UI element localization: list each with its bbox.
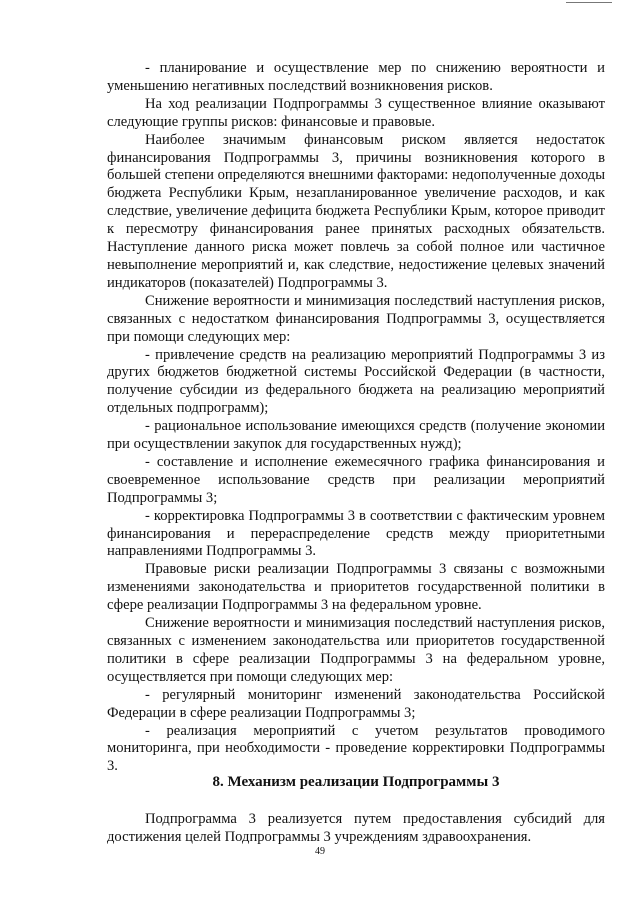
- section-text: [107, 811, 605, 847]
- body-text: [107, 60, 605, 776]
- paragraph: - корректировка Подпрограммы 3 в соответствии с фактическим уровнем финансирования и перераспределение средств между приоритетными направлениями Подпрограммы 3.: [107, 507, 605, 560]
- paragraph: - составление и исполнение ежемесячного графика финансирования и своевременное использование средств при реализации мероприятий Подпрограммы 3;: [107, 453, 605, 506]
- paragraph: Снижение вероятности и минимизация последствий наступления рисков, связанных с недостатком финансирования Подпрограммы 3, осуществляется при помощи следующих мер:: [107, 292, 605, 345]
- paragraph: Снижение вероятности и минимизация последствий наступления рисков, связанных с изменением законодательства или приоритетов государственной политики в сфере реализации Подпрограммы 3 на федеральном уровне, осуществляется при помощи следующих мер:: [107, 615, 605, 685]
- paragraph: На ход реализации Подпрограммы 3 существенное влияние оказывают следующие группы рисков: финансовые и правовые.: [107, 95, 605, 130]
- paragraph: Наиболее значимым финансовым риском является недостаток финансирования Подпрограммы 3, причины возникновения которого в большей степени определяются внешними факторами: недополученные доходы бюджета Республики Крым, незапланированное увеличение расходов, и как следствие, увеличение дефицита бюджета Республики Крым, которое приводит к пересмотру финансирования ранее принятых расходных обязательств. Наступление данного риска может повлечь за собой полное или частичное невыполнение мероприятий и, как следствие, недостижение целевых значений индикаторов (показателей) Подпрограммы 3.: [107, 131, 605, 291]
- scan-edge-mark: [566, 2, 612, 3]
- paragraph: - регулярный мониторинг изменений законодательства Российской Федерации в сфере реализации Подпрограммы 3;: [107, 686, 605, 721]
- section-heading: 8. Механизм реализации Подпрограммы 3: [212, 774, 500, 790]
- paragraph: Правовые риски реализации Подпрограммы 3 связаны с возможными изменениями законодательства и приоритетов государственной политики в сфере реализации Подпрограммы 3 на федеральном уровне.: [107, 561, 605, 614]
- paragraph: - привлечение средств на реализацию мероприятий Подпрограммы 3 из других бюджетов бюджетной системы Российской Федерации (в частности, получение субсидии из федерального бюджета на реализацию мероприятий отдельных подпрограмм);: [107, 346, 605, 417]
- section-paragraph: Подпрограмма 3 реализуется путем предоставления субсидий для достижения целей Подпрограммы 3 учреждениям здравоохранения.: [107, 811, 605, 845]
- page-number: 49: [315, 846, 325, 857]
- paragraph: - рациональное использование имеющихся средств (получение экономии при осуществлении закупок для государственных нужд);: [107, 418, 605, 453]
- paragraph: - планирование и осуществление мер по снижению вероятности и уменьшению негативных последствий возникновения рисков.: [107, 60, 605, 94]
- paragraph: - реализация мероприятий с учетом результатов проводимого мониторинга, при необходимости - проведение корректировки Подпрограммы 3.: [107, 722, 605, 775]
